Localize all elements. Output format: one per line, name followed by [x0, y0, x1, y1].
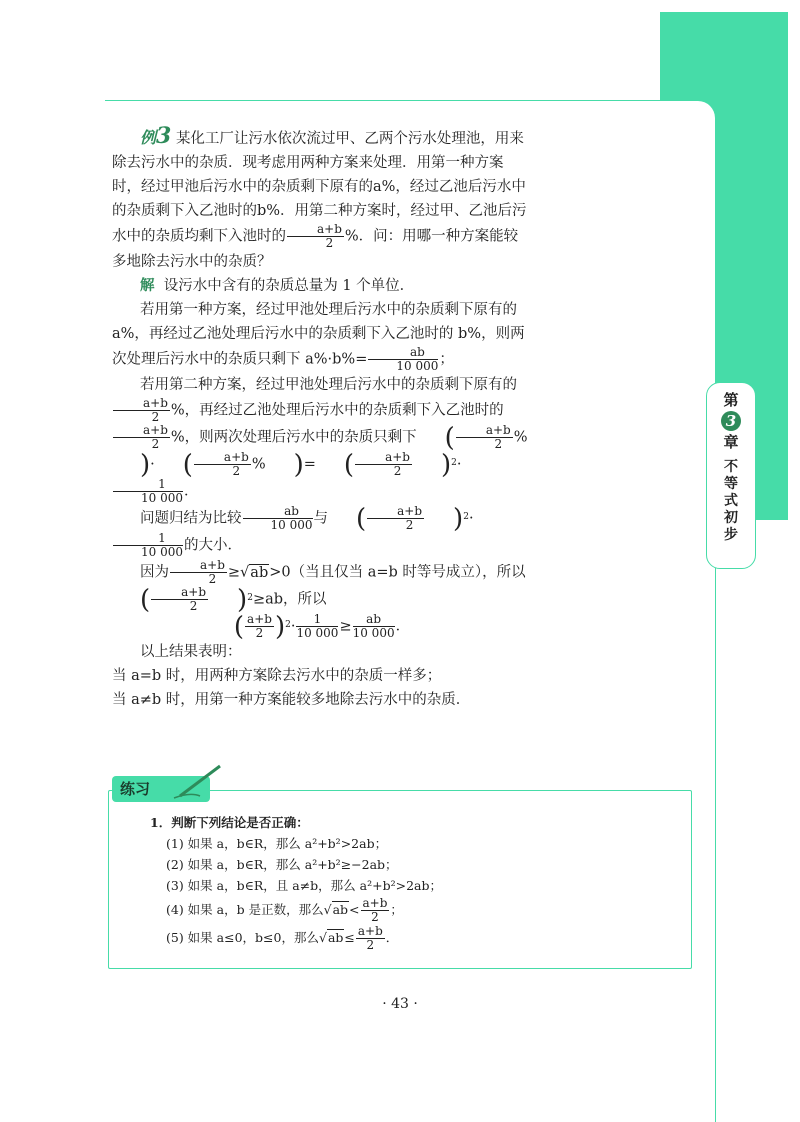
fraction: $\frac{a+b}{2}$	[367, 505, 424, 532]
chapter-zhang: 章	[723, 433, 739, 451]
chapter-di: 第	[723, 391, 739, 409]
chapter-title-char: 等	[724, 476, 738, 492]
exercise-item: (3) 如果 a，b∈R，且 a≠b，那么 a²+b²>2ab；	[166, 878, 442, 893]
solution-plan-1: 若用第一种方案，经过甲池处理后污水中的杂质剩下原有的 a%，再经过乙池处理后污水中的杂质剩下入乙池时的 b%，则两次处理后污水中的杂质只剩下 a%·b%= $\frac{ab}{10 000}$ ；	[112, 302, 525, 373]
page-number: · 43 ·	[382, 996, 418, 1012]
exercise-item-4: (4) 如果 a，b 是正数，那么√ab< $\frac{a+b}{2}$ ；	[166, 896, 403, 924]
fraction: $\frac{ab}{10 000}$	[368, 346, 438, 373]
fraction: $\frac{a+b}{2}$	[357, 924, 383, 952]
example-content	[112, 124, 532, 712]
fraction: $\frac{a+b}{2}$	[247, 612, 272, 640]
chapter-tab	[706, 382, 756, 569]
fraction: $\frac{a+b}{2}$	[113, 397, 170, 424]
example-label: 例3	[140, 123, 172, 149]
fraction: $\frac{a+b}{2}$	[113, 424, 170, 451]
fraction: $\frac{1}{10 000}$	[296, 612, 339, 640]
exercise-item-5: (5) 如果 a≤0，b≤0，那么√ab≤ $\frac{a+b}{2}$ ．	[166, 924, 399, 952]
chapter-title-char: 不	[724, 459, 738, 475]
conclusion-2: 当 a≠b 时，用第一种方案能较多地除去污水中的杂质．	[112, 692, 471, 708]
chapter-number: 3	[721, 411, 741, 431]
chapter-title	[707, 459, 755, 544]
solution-plan-2: 若用第二种方案，经过甲池处理后污水中的杂质剩下原有的 $\frac{a+b}{2}$ %，再经过乙池处理后污水中的杂质剩下入乙池时的 $\frac{a+b}{2}$ %，则两次处理后污水中的杂质只剩下 ( $\frac{a+b}{2}$ %)· ( $\frac{a+b}{2}$ % )= ( $\frac{a+b}{2}$ )$^2$· $\frac{1}{10 000}$ ．	[112, 373, 532, 505]
solution-inequality: ( $\frac{a+b}{2}$ )$^2$· $\frac{1}{10 000}$ ≥ $\frac{ab}{10 000}$ ．	[233, 611, 411, 642]
solution-intro: 解 设污水中含有的杂质总量为 1 个单位．	[140, 277, 415, 294]
conclusion-1: 当 a=b 时，用两种方案除去污水中的杂质一样多；	[112, 668, 442, 684]
fraction: $\frac{a+b}{2}$	[355, 451, 412, 478]
fraction: $\frac{1}{10 000}$	[113, 478, 183, 505]
chapter-title-char: 步	[724, 527, 738, 543]
fraction: $\frac{a+b}{2}$	[170, 559, 227, 586]
pencil-icon	[170, 762, 230, 802]
exercise-item: (1) 如果 a，b∈R，那么 a²+b²>2ab；	[166, 836, 388, 851]
exercise-q1: 1．判断下列结论是否正确：	[150, 815, 309, 830]
fraction: $\frac{ab}{10 000}$	[352, 612, 395, 640]
exercise-item: (2) 如果 a，b∈R，那么 a²+b²≥−2ab；	[166, 857, 398, 872]
fraction: $\frac{a+b}{2}$	[287, 223, 344, 250]
exercise-title: 练习	[112, 776, 210, 802]
conclusion-intro: 以上结果表明：	[140, 644, 242, 660]
solution-because: 因为 $\frac{a+b}{2}$ ≥√ab>0（当且仅当 a=b 时等号成立），所以( $\frac{a+b}{2}$ )$^2$≥ab，所以	[140, 558, 526, 615]
chapter-title-char: 初	[724, 510, 738, 526]
solution-compare: 问题归结为比较 $\frac{ab}{10 000}$ 与 ( $\frac{a+b}{2}$ )$^2$· $\frac{1}{10 000}$ 的大小．	[112, 505, 532, 559]
fraction: $\frac{1}{10 000}$	[113, 532, 183, 559]
fraction: $\frac{a+b}{2}$	[151, 586, 208, 613]
fraction: $\frac{ab}{10 000}$	[243, 505, 313, 532]
fraction: $\frac{a+b}{2}$	[456, 424, 513, 451]
fraction: $\frac{a+b}{2}$	[194, 451, 251, 478]
exercise-list	[150, 812, 670, 952]
example-problem: 例3 某化工厂让污水依次流过甲、乙两个污水处理池，用来除去污水中的杂质．现考虑用两种方案来处理．用第一种方案时，经过甲池后污水中的杂质剩下原有的a%，经过乙池后污水中的杂质剩下入乙池时的b%．用第二种方案时，经过甲、乙池后污水中的杂质均剩下入池时的 $\frac{a+b}{2}$ %．问：用哪一种方案能较多地除去污水中的杂质？	[112, 123, 527, 270]
fraction: $\frac{a+b}{2}$	[362, 896, 388, 924]
chapter-title-char: 式	[724, 493, 738, 509]
solution-label: 解	[140, 277, 155, 294]
